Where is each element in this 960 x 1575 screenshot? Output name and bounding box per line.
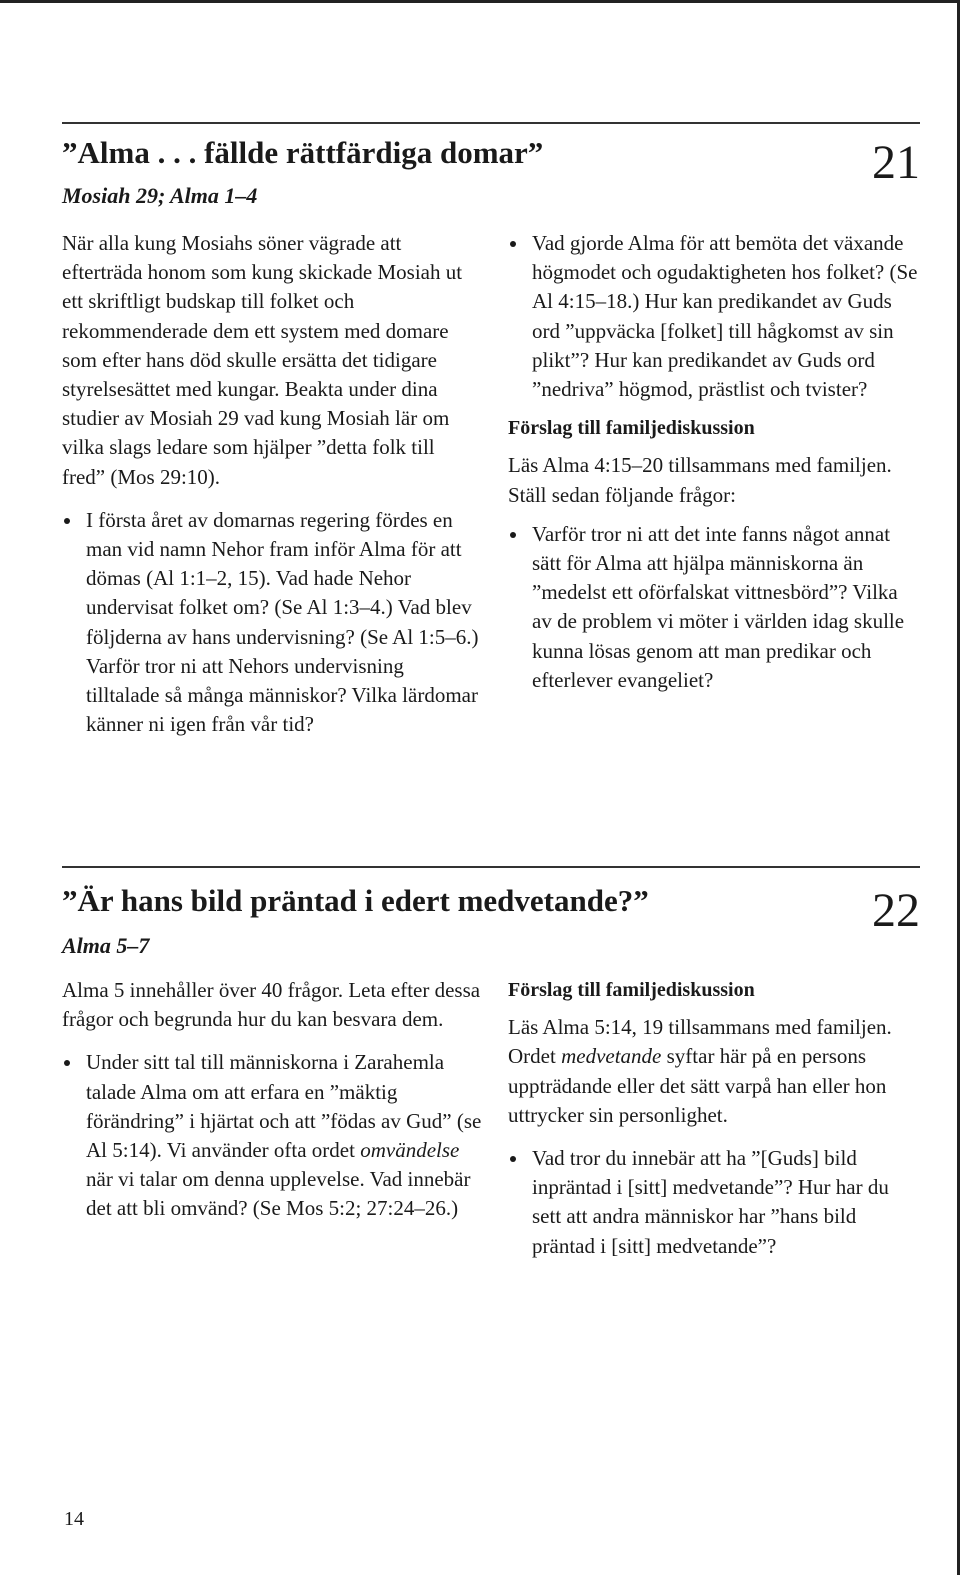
- list-item: [62, 1048, 482, 1223]
- list-item-text: Under sitt tal till människorna i Zarahemla talade Alma om att erfara en ”mäktig förändring” i hjärtat och att ”födas av Gud” (se Al 5:14). Vi använder ofta ordet: [86, 1050, 482, 1163]
- section-divider: [62, 866, 920, 868]
- list-item-text: när vi talar om denna upplevelse. Vad innebär det att bli omvänd? (Se Mos 5:2; 27:24–26.): [86, 1167, 471, 1221]
- list-item: Vad gjorde Alma för att bemöta det växande högmodet och ogudaktigheten hos folket? (Se Al 4:15–18.) Hur kan predikandet av Guds ord ”uppväcka [folket] till hågkomst av sin plikt”? Hur kan predikandet av Guds ord ”nedriva” högmod, prästlist och tvister?: [508, 229, 922, 404]
- page-number: 14: [64, 1508, 84, 1530]
- scripture-reference: Mosiah 29; Alma 1–4: [62, 183, 258, 208]
- paragraph-text: syftar här på en persons uppträdande eller det sätt varpå han eller hon uttrycker sin personlighet.: [508, 1044, 887, 1127]
- section-title: ”Alma . . . fällde rättfärdiga domar”: [62, 135, 544, 170]
- family-discussion-paragraph: [508, 1013, 922, 1130]
- right-column: [508, 229, 922, 695]
- question-list: [508, 229, 922, 404]
- question-list: [62, 506, 482, 740]
- scan-border-top: [0, 0, 960, 3]
- family-discussion-heading: Förslag till familjediskussion: [508, 417, 755, 440]
- section-number: 22: [872, 884, 920, 937]
- question-list: [62, 1048, 482, 1223]
- scripture-reference: Alma 5–7: [62, 933, 150, 958]
- list-item: I första året av domarnas regering fördes en man vid namn Nehor fram inför Alma för att dömas (Al 1:1–2, 15). Vad hade Nehor undervisat folket om? (Se Al 1:3–4.) Vad blev följderna av hans undervisning? (Se Al 1:5–6.) Varför tror ni att Nehors undervisning tilltalade så många människor? Vilka lärdomar känner ni igen från vår tid?: [62, 506, 482, 740]
- section-number: 21: [872, 136, 920, 189]
- left-column: [62, 229, 482, 739]
- left-column: [62, 976, 482, 1224]
- section-22: [62, 883, 922, 1323]
- question-list: [508, 520, 922, 695]
- list-item: Vad tror du innebär att ha ”[Guds] bild inpräntad i [sitt] medvetande”? Hur har du sett att andra människor har ”hans bild präntad i [sitt] medvetande”?: [508, 1144, 922, 1261]
- intro-paragraph: Alma 5 innehåller över 40 frågor. Leta efter dessa frågor och begrunda hur du kan besvara dem.: [62, 978, 481, 1032]
- emphasized-term: omvändelse: [360, 1138, 460, 1163]
- question-list: [508, 1144, 922, 1261]
- section-divider: [62, 122, 920, 124]
- paragraph-text: Läs Alma 5:14, 19 tillsammans med familjen. Ordet: [508, 1015, 892, 1069]
- right-column: [508, 976, 922, 1261]
- list-item: Varför tror ni att det inte fanns något annat sätt för Alma att hjälpa människorna än ”medelst ett oförfalskat vittnesbörd”? Vilka av de problem vi möter i världen idag skulle kunna lösas genom att man predikar och efterlever evangeliet?: [508, 520, 922, 695]
- section-21: [62, 135, 922, 835]
- section-title: ”Är hans bild präntad i edert medvetande?”: [62, 883, 649, 918]
- family-discussion-paragraph: Läs Alma 4:15–20 tillsammans med familjen. Ställ sedan följande frågor:: [508, 453, 892, 507]
- emphasized-term: medvetande: [561, 1044, 662, 1069]
- intro-paragraph: När alla kung Mosiahs söner vägrade att efterträda honom som kung skickade Mosiah ut ett skriftligt budskap till folket och rekommenderade dem ett system med domare som efter hans död skulle ersätta det tidigare styrelsesättet med kungar. Beakta under dina studier av Mosiah 29 vad kung Mosiah lär om vilka slags ledare som hjälper ”detta folk till fred” (Mos 29:10).: [62, 231, 463, 489]
- family-discussion-heading: Förslag till familjediskussion: [508, 979, 755, 1001]
